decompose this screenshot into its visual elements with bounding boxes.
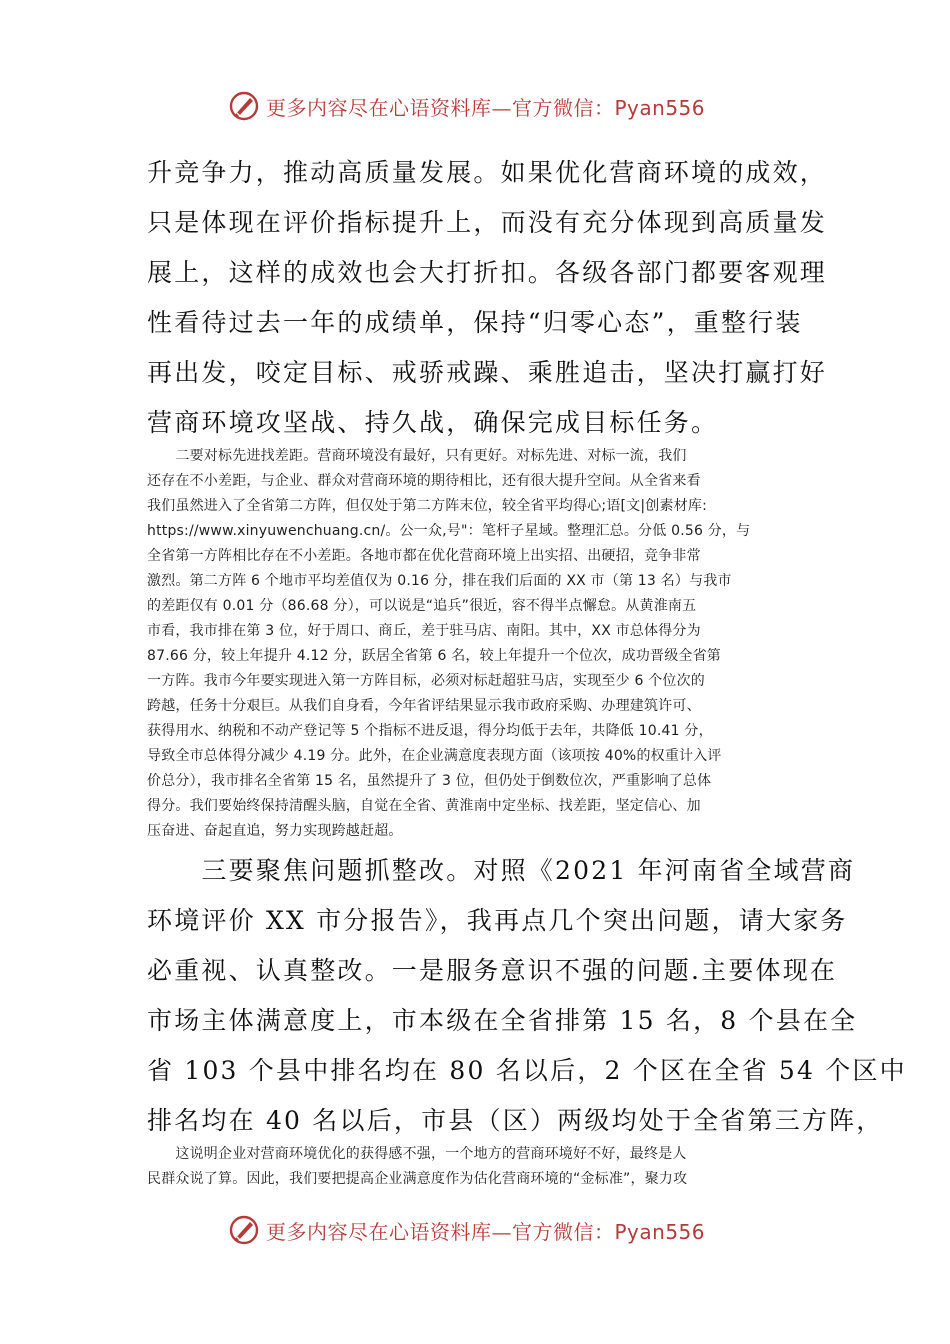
text-line: 环境评价 XX 市分报告》，我再点几个突出问题，请大家务 xyxy=(147,906,848,935)
paragraph-block-c xyxy=(147,846,907,1146)
banner-wechat-id: Pyan556 xyxy=(614,1219,706,1244)
text-line: 激烈。第二方阵 6 个地市平均差值仅为 0.16 分，排在我们后面的 XX 市（第 13 名）与我市 xyxy=(147,573,732,589)
pen-logo-icon xyxy=(228,90,260,122)
text-line: 再出发，咬定目标、戒骄戒躁、乘胜追击，坚决打赢打好 xyxy=(147,358,828,387)
text-line: https://www.xinyuwenchuang.cn/。公一众,号"：笔杆子星域。整理汇总。分低 0.56 分，与 xyxy=(147,523,751,539)
header-banner xyxy=(228,86,748,126)
text-line: 必重视、认真整改。一是服务意识不强的问题.主要体现在 xyxy=(147,956,838,985)
paragraph-block-a xyxy=(147,148,828,448)
text-line: 还存在不小差距，与企业、群众对营商环境的期待相比，还有很大提升空间。从全省来看 xyxy=(147,473,701,489)
text-line: 市看，我市排在第 3 位，好于周口、商丘，差于驻马店、南阳。其中，XX 市总体得分为 xyxy=(147,623,701,639)
banner-text xyxy=(266,1216,705,1245)
text-line: 民群众说了算。因此，我们要把提高企业满意度作为估化营商环境的“金标准”，聚力攻 xyxy=(147,1171,688,1187)
text-line: 的差距仅有 0.01 分（86.68 分），可以说是“追兵”很近，容不得半点懈怠。从黄淮南五 xyxy=(147,598,697,614)
text-line: 我们虽然进入了全省第二方阵，但仅处于第二方阵末位，较全省平均得心;语[文|创素材库: xyxy=(147,498,708,514)
text-line: 压奋进、奋起直追，努力实现跨越赶超。 xyxy=(147,823,403,839)
text-line: 获得用水、纳税和不动产登记等 5 个指标不进反退，得分均低于去年，共降低 10.41 分， xyxy=(147,723,713,739)
banner-slogan: 更多内容尽在心语资料库—官方微信： xyxy=(266,95,615,120)
banner-wechat-id: Pyan556 xyxy=(614,95,706,120)
paragraph-block-d xyxy=(147,1142,809,1192)
banner-text xyxy=(266,92,705,121)
text-line: 展上，这样的成效也会大打折扣。各级各部门都要客观理 xyxy=(147,258,828,287)
text-line: 这说明企业对营商环境优化的获得感不强，一个地方的营商环境好不好，最终是人 xyxy=(147,1146,687,1162)
text-line: 价总分），我市排名全省第 15 名，虽然提升了 3 位，但仍处于倒数位次，严重影响了总体 xyxy=(147,773,712,789)
text-line: 全省第一方阵相比存在不小差距。各地市都在优化营商环境上出实招、出硬招，竞争非常 xyxy=(147,548,701,564)
banner-slogan: 更多内容尽在心语资料库—官方微信： xyxy=(266,1219,615,1244)
pen-logo-icon xyxy=(228,1214,260,1246)
footer-banner xyxy=(228,1210,748,1250)
text-line: 导致全市总体得分减少 4.19 分。此外，在企业满意度表现方面（该项按 40%的权重计入评 xyxy=(147,748,722,764)
text-line: 87.66 分，较上年提升 4.12 分，跃居全省第 6 名，较上年提升一个位次，成功晋级全省第 xyxy=(147,648,722,664)
text-line: 得分。我们要始终保持清醒头脑，自觉在全省、黄淮南中定坐标、找差距，坚定信心、加 xyxy=(147,798,701,814)
text-line: 三要聚焦问题抓整改。对照《2021 年河南省全域营商 xyxy=(147,856,856,885)
text-line: 市场主体满意度上，市本级在全省排第 15 名，8 个县在全 xyxy=(147,1006,858,1035)
text-line: 省 103 个县中排名均在 80 名以后，2 个区在全省 54 个区中 xyxy=(147,1056,907,1085)
paragraph-block-b xyxy=(147,444,809,844)
text-line: 一方阵。我市今年要实现进入第一方阵目标，必须对标赶超驻马店，实现至少 6 个位次的 xyxy=(147,673,706,689)
text-line: 性看待过去一年的成绩单，保持“归零心态”，重整行装 xyxy=(147,308,803,337)
text-line: 升竞争力，推动高质量发展。如果优化营商环境的成效， xyxy=(147,158,828,187)
text-line: 排名均在 40 名以后，市县（区）两级均处于全省第三方阵， xyxy=(147,1106,884,1135)
text-line: 只是体现在评价指标提升上，而没有充分体现到高质量发 xyxy=(147,208,828,237)
text-line: 营商环境攻坚战、持久战，确保完成目标任务。 xyxy=(147,408,719,437)
text-line: 二要对标先进找差距。营商环境没有最好，只有更好。对标先进、对标一流，我们 xyxy=(147,448,687,464)
text-line: 跨越，任务十分艰巨。从我们自身看，今年省评结果显示我市政府采购、办理建筑许可、 xyxy=(147,698,701,714)
